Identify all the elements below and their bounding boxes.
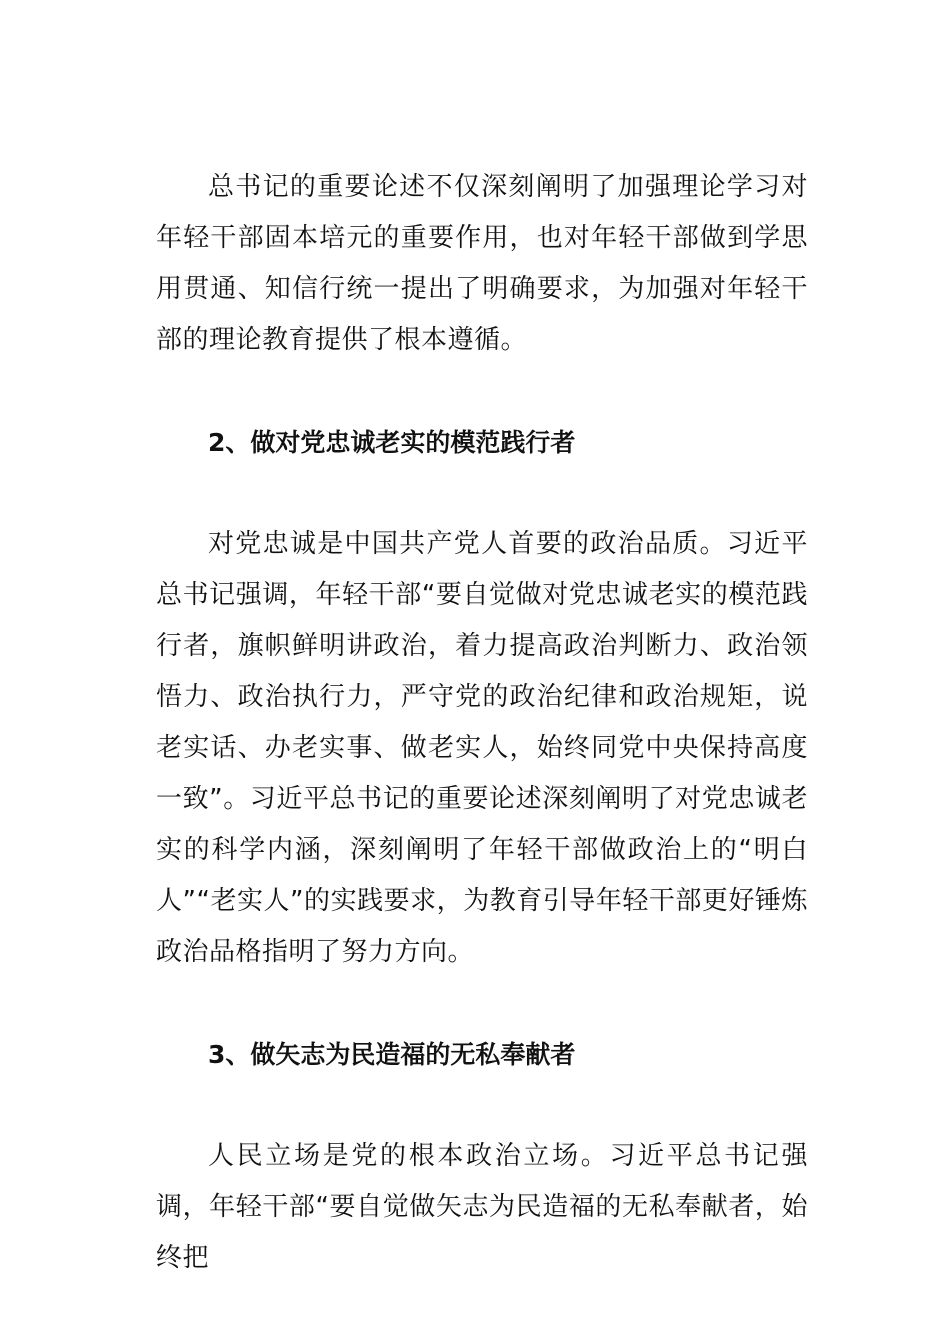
spacer (156, 468, 808, 519)
spacer (156, 978, 808, 1029)
paragraph-people-stance: 人民立场是党的根本政治立场。习近平总书记强调，年轻干部“要自觉做矢志为民造福的无私奉献者，始终把 (156, 1141, 808, 1273)
section-heading-loyalty: 2、做对党忠诚老实的模范践行者 (208, 428, 576, 457)
paragraph-loyalty: 对党忠诚是中国共产党人首要的政治品质。习近平总书记强调，年轻干部“要自觉做对党忠诚老实的模范践行者，旗帜鲜明讲政治，着力提高政治判断力、政治领悟力、政治执行力，严守党的政治纪律和政治规矩，说老实话、办老实事、做老实人，始终同党中央保持高度一致”。习近平总书记的重要论述深刻阐明了对党忠诚老实的科学内涵，深刻阐明了年轻干部做政治上的“明白人”“老实人”的实践要求，为教育引导年轻干部更好锤炼政治品格指明了努力方向。 (156, 529, 808, 967)
spacer (156, 1080, 808, 1131)
paragraph-theory-education: 总书记的重要论述不仅深刻阐明了加强理论学习对年轻干部固本培元的重要作用，也对年轻干部做到学思用贯通、知信行统一提出了明确要求，为加强对年轻干部的理论教育提供了根本遵循。 (156, 172, 808, 355)
spacer (156, 366, 808, 417)
section-heading-dedication: 3、做矢志为民造福的无私奉献者 (208, 1040, 576, 1069)
document-body (156, 162, 808, 1284)
